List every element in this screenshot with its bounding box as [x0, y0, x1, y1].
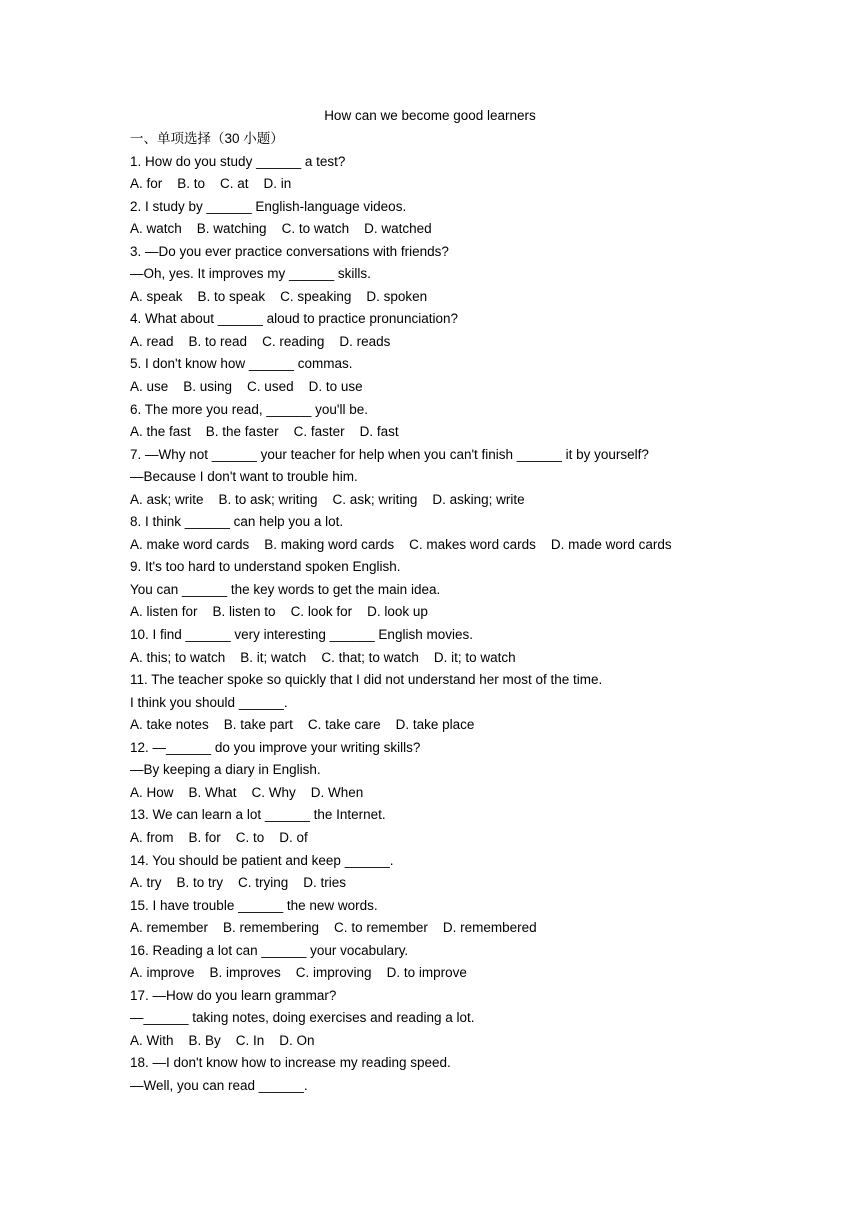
question-line: 16. Reading a lot can ______ your vocabulary. — [130, 942, 409, 958]
question-line: 5. I don't know how ______ commas. — [130, 356, 353, 372]
question-line: 15. I have trouble ______ the new words. — [130, 897, 378, 913]
options-line: A. for B. to C. at D. in — [130, 176, 292, 192]
question-line: —Oh, yes. It improves my ______ skills. — [130, 266, 371, 282]
question-line: 14. You should be patient and keep ______. — [130, 852, 394, 868]
question-line: You can ______ the key words to get the main idea. — [130, 581, 441, 597]
question-line: 10. I find ______ very interesting ______ English movies. — [130, 627, 473, 643]
question-line: 12. —______ do you improve your writing skills? — [130, 739, 421, 755]
question-line: 17. —How do you learn grammar? — [130, 987, 337, 1003]
options-line: A. improve B. improves C. improving D. to improve — [130, 965, 467, 981]
question-line: 1. How do you study ______ a test? — [130, 153, 346, 169]
options-line: A. this; to watch B. it; watch C. that; to watch D. it; to watch — [130, 649, 516, 665]
options-line: A. read B. to read C. reading D. reads — [130, 333, 391, 349]
question-line: —Well, you can read ______. — [130, 1077, 308, 1093]
question-line: —Because I don't want to trouble him. — [130, 469, 358, 485]
options-line: A. try B. to try C. trying D. tries — [130, 875, 347, 891]
section-heading: 一、单项选择（30 小题） — [130, 131, 284, 146]
question-line: 18. —I don't know how to increase my reading speed. — [130, 1055, 451, 1071]
question-line: —______ taking notes, doing exercises and reading a lot. — [130, 1010, 475, 1026]
question-line: 9. It's too hard to understand spoken English. — [130, 559, 401, 575]
options-line: A. use B. using C. used D. to use — [130, 379, 363, 395]
question-line: 4. What about ______ aloud to practice pronunciation? — [130, 311, 458, 327]
options-line: A. speak B. to speak C. speaking D. spoken — [130, 288, 428, 304]
question-line: 11. The teacher spoke so quickly that I did not understand her most of the time. — [130, 672, 603, 688]
options-line: A. remember B. remembering C. to remember D. remembered — [130, 920, 537, 936]
options-line: A. from B. for C. to D. of — [130, 829, 308, 845]
options-line: A. the fast B. the faster C. faster D. fast — [130, 424, 399, 440]
options-line: A. take notes B. take part C. take care D. take place — [130, 717, 475, 733]
question-line: 6. The more you read, ______ you'll be. — [130, 401, 368, 417]
question-line: I think you should ______. — [130, 694, 288, 710]
options-line: A. make word cards B. making word cards C. makes word cards D. made word cards — [130, 536, 672, 552]
options-line: A. How B. What C. Why D. When — [130, 784, 364, 800]
question-line: 13. We can learn a lot ______ the Internet. — [130, 807, 386, 823]
question-line: 8. I think ______ can help you a lot. — [130, 514, 344, 530]
options-line: A. watch B. watching C. to watch D. watched — [130, 221, 432, 237]
options-line: A. listen for B. listen to C. look for D. look up — [130, 604, 428, 620]
options-line: A. ask; write B. to ask; writing C. ask; writing D. asking; write — [130, 491, 525, 507]
question-line: 7. —Why not ______ your teacher for help when you can't finish ______ it by yourself? — [130, 446, 649, 462]
question-line: 2. I study by ______ English-language videos. — [130, 198, 407, 214]
options-line: A. With B. By C. In D. On — [130, 1032, 315, 1048]
question-list — [130, 130, 830, 1100]
question-line: 3. —Do you ever practice conversations with friends? — [130, 243, 449, 259]
document-title: How can we become good learners — [324, 108, 536, 123]
question-line: —By keeping a diary in English. — [130, 762, 321, 778]
